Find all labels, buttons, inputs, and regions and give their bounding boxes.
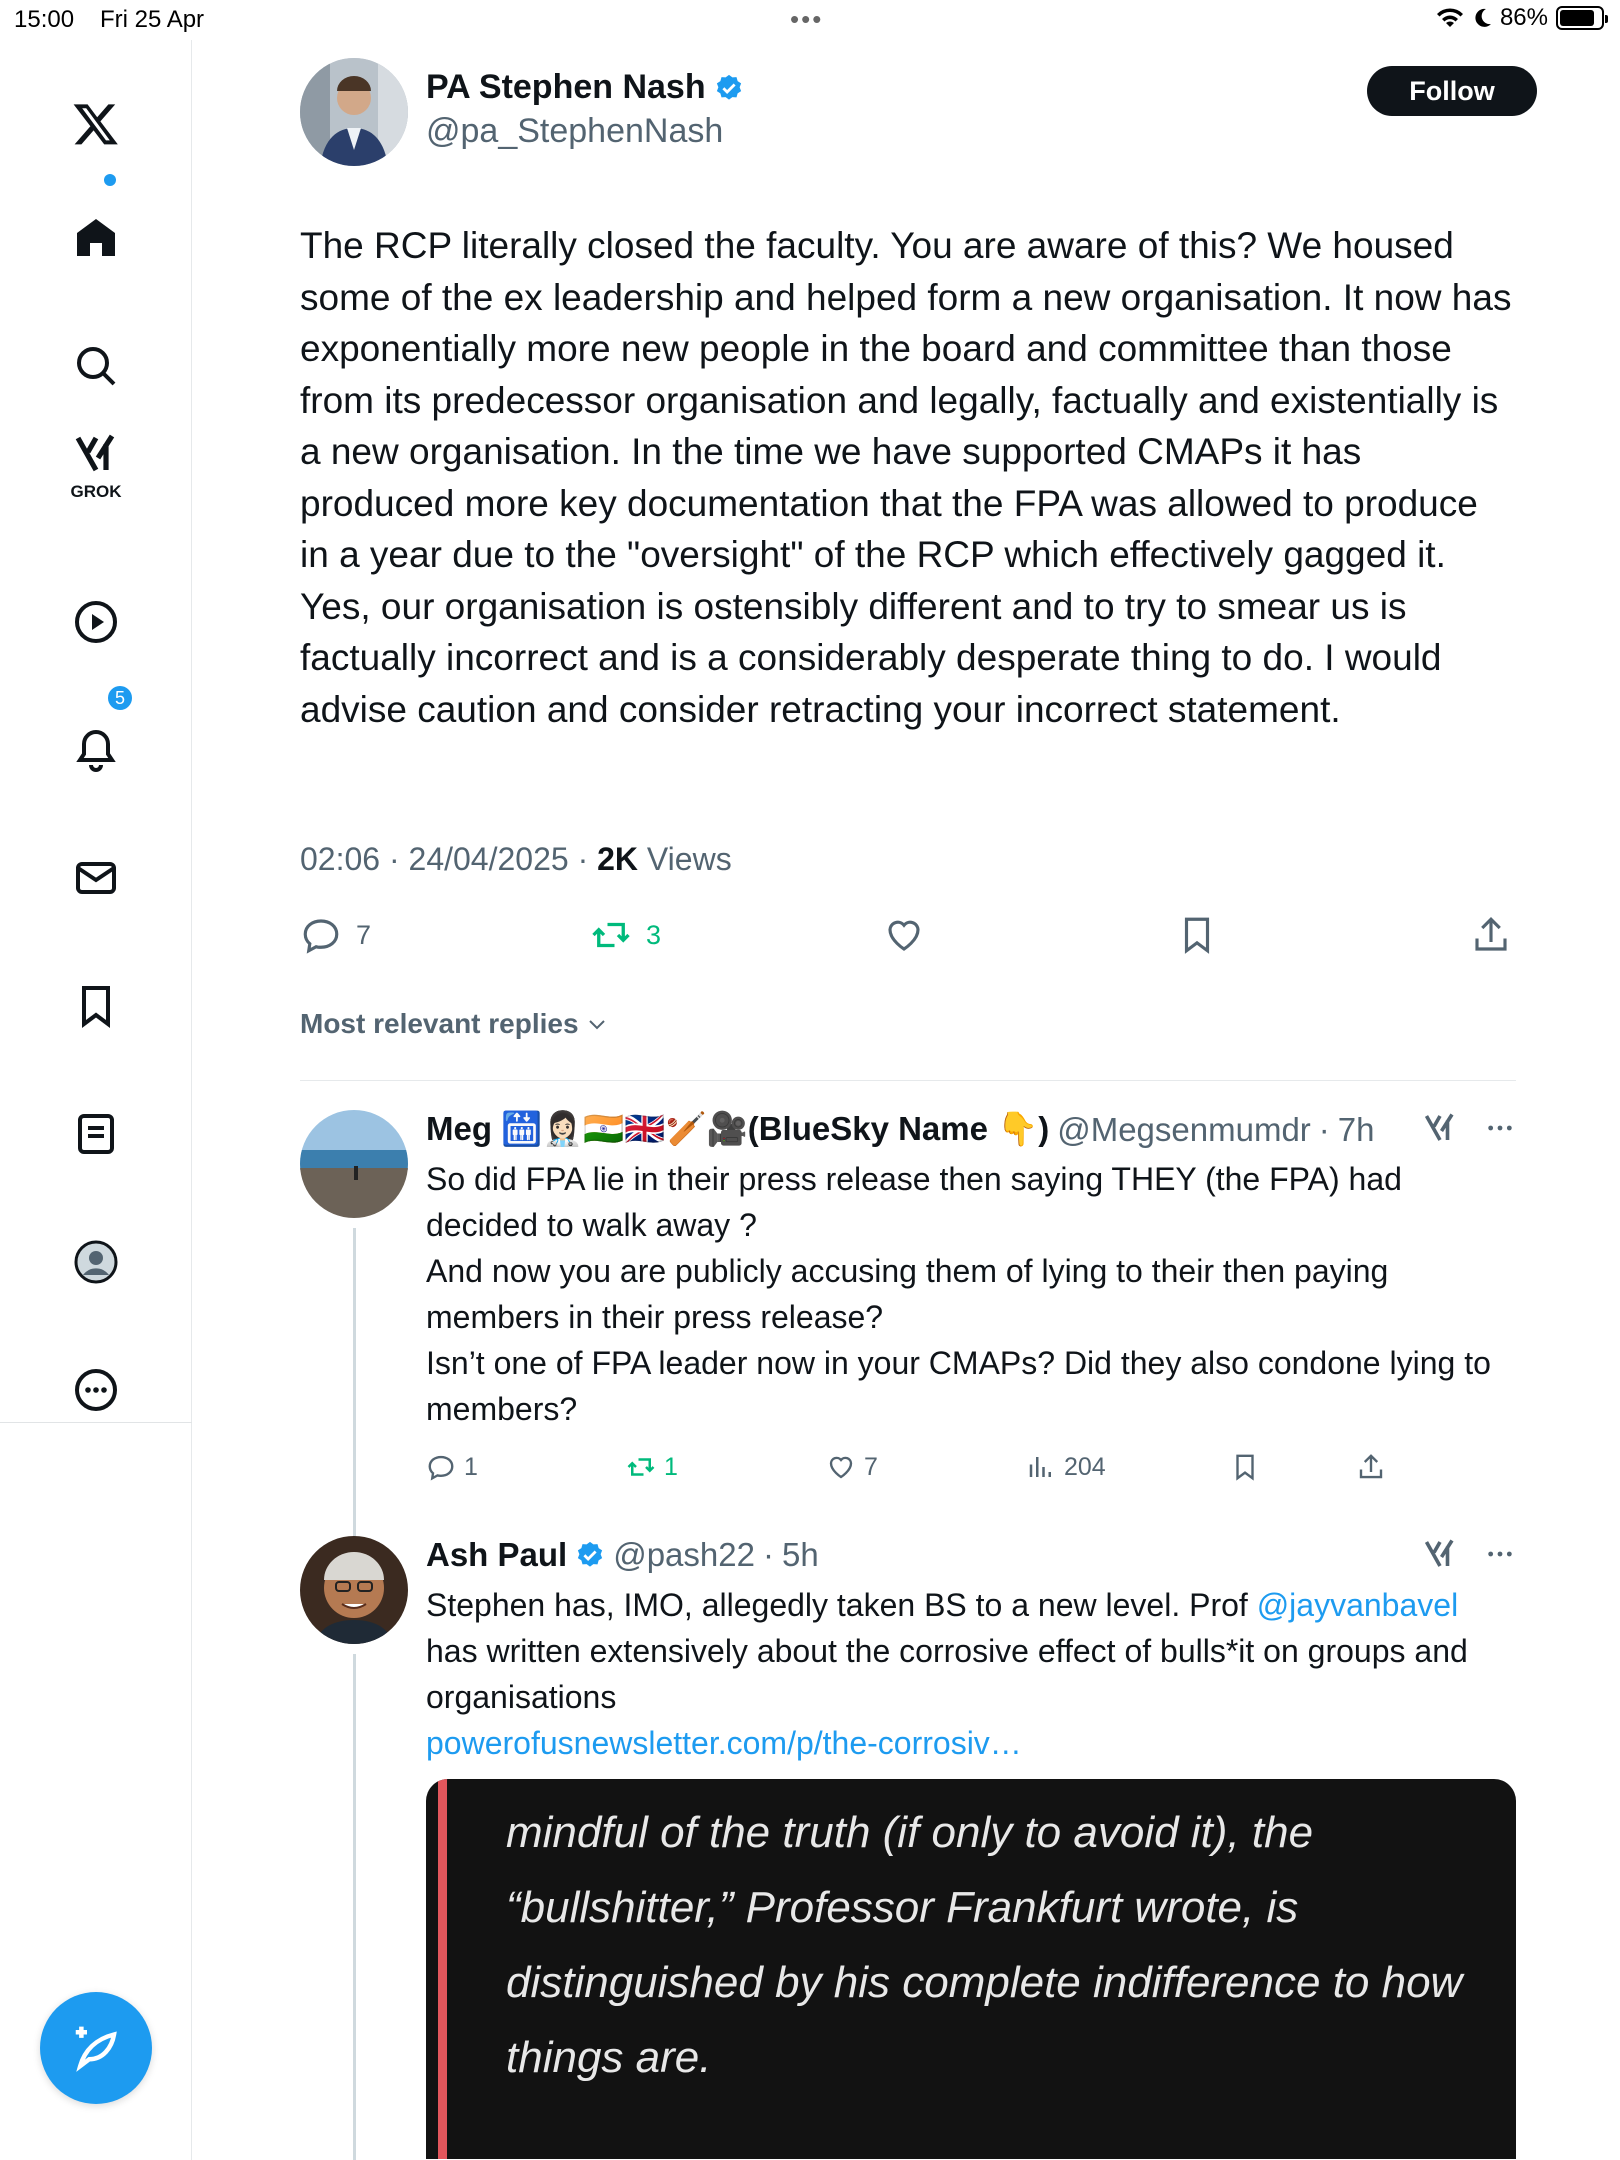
bookmark-icon — [1176, 914, 1218, 956]
author-avatar[interactable] — [300, 58, 408, 166]
more-icon[interactable] — [62, 1356, 130, 1424]
grok-icon[interactable] — [1422, 1536, 1458, 1572]
wifi-icon — [1436, 7, 1464, 29]
reply-text-part: Stephen has, IMO, allegedly taken BS to a new level. Prof — [426, 1587, 1248, 1623]
notification-badge: 5 — [106, 684, 134, 712]
verified-badge-icon — [714, 73, 744, 103]
reply-share-button[interactable] — [1356, 1452, 1386, 1482]
tweet-text: The RCP literally closed the faculty. You are aware of this? We housed some of the ex leadership and helped form a new organisation. It now has exponentially more new people in the board and committee than those from its predecessor organisation and legally, factually and existentially is a new organisation. In the time we have supported CMAPs it has produced more key documentation that the FPA was allowed to produce in a year due to the "oversight" of the RCP which effectively gagged it. Yes, our organisation is ostensibly different and to try to smear us is factually incorrect and is a considerably desperate thing to do. I would advise caution and consider retracting your incorrect statement. — [300, 225, 1512, 730]
battery-fill — [1560, 10, 1594, 26]
reply-age[interactable]: 7h — [1337, 1110, 1375, 1148]
reply-reply-button[interactable] — [426, 1452, 478, 1482]
reply-actions — [426, 1452, 1426, 1492]
reply-icon — [300, 914, 342, 956]
author-handle[interactable]: @pa_StephenNash — [426, 112, 724, 150]
reply-text: So did FPA lie in their press release then saying THEY (the FPA) had decided to walk away ? And now you are publicly accusing them of lying to their then paying members in their press release? Isn’t one of FPA leader now in your CMAPs? Did they also condone lying to members? — [426, 1161, 1491, 1427]
share-button[interactable] — [1470, 914, 1512, 956]
home-unread-dot — [104, 174, 116, 186]
more-options-icon[interactable] — [1484, 1112, 1516, 1144]
repost-count: 3 — [646, 919, 662, 950]
x-logo-icon[interactable] — [62, 90, 130, 158]
lists-icon[interactable] — [62, 1100, 130, 1168]
author-name[interactable] — [426, 68, 744, 107]
external-link[interactable]: powerofusnewsletter.com/p/the-corrosiv… — [426, 1725, 1022, 1761]
replies-sort-label: Most relevant replies — [300, 1008, 579, 1039]
bookmark-button[interactable] — [1176, 914, 1218, 956]
repost-button[interactable] — [590, 914, 661, 956]
verified-badge-icon — [575, 1540, 605, 1570]
messages-icon[interactable] — [62, 844, 130, 912]
reply-author-name[interactable]: Ash Paul — [426, 1536, 568, 1573]
grok-icon[interactable] — [62, 420, 130, 488]
notifications-icon[interactable] — [62, 716, 130, 784]
author-name-text: PA Stephen Nash — [426, 68, 706, 106]
follow-button[interactable]: Follow — [1367, 66, 1537, 116]
home-icon[interactable] — [62, 204, 130, 272]
battery-icon — [1556, 6, 1604, 30]
status-bar — [0, 0, 1620, 40]
reply-reply-count: 1 — [464, 1452, 478, 1481]
views-label: Views — [646, 841, 732, 877]
bookmark-icon — [1230, 1452, 1260, 1482]
reply-count: 7 — [356, 919, 372, 950]
reply-age[interactable]: 5h — [781, 1536, 819, 1573]
author-avatar-photo — [300, 58, 408, 166]
grok-icon[interactable] — [1422, 1110, 1458, 1146]
sidebar — [0, 40, 192, 2160]
compose-feather-icon — [69, 2021, 123, 2075]
chevron-down-icon — [585, 1012, 609, 1036]
reply-author-handle[interactable]: @Megsenmumdr — [1057, 1110, 1311, 1148]
reply-repost-button[interactable] — [626, 1452, 678, 1482]
heart-icon — [883, 914, 925, 956]
grok-label: GROK — [70, 482, 122, 501]
thread-line — [353, 1654, 356, 2160]
reply-author-name[interactable]: Meg 🛗👩🏻‍⚕️🇮🇳🇬🇧🏏🎥(BlueSky Name 👇) — [426, 1110, 1050, 1147]
reply-avatar[interactable] — [300, 1536, 408, 1644]
reply-avatar[interactable] — [300, 1110, 408, 1218]
replies-sort-dropdown[interactable] — [300, 1008, 609, 1040]
reply-avatar-photo — [300, 1110, 408, 1218]
reply-text-part: has written extensively about the corrosive effect of bulls*it on groups and organisations — [426, 1633, 1468, 1715]
tweet-date[interactable]: 24/04/2025 — [408, 841, 569, 877]
reply-header: Meg 🛗👩🏻‍⚕️🇮🇳🇬🇧🏏🎥(BlueSky Name 👇) @Megsenmumdr · 7h — [426, 1110, 1375, 1148]
repost-icon — [590, 914, 632, 956]
replies-separator — [300, 1080, 1516, 1081]
reply-like-count: 7 — [864, 1452, 878, 1481]
reply-author-handle[interactable]: @pash22 — [613, 1536, 755, 1573]
tweet-actions — [300, 914, 1516, 974]
link-preview-card[interactable] — [426, 1779, 1516, 2159]
repost-icon — [626, 1452, 656, 1482]
status-time: 15:00 — [14, 6, 75, 33]
thread-line — [353, 1228, 356, 1568]
views-count: 2K — [597, 841, 639, 877]
moon-icon — [1472, 7, 1492, 29]
search-icon[interactable] — [62, 332, 130, 400]
reply-icon — [426, 1452, 456, 1482]
reply-button[interactable] — [300, 914, 371, 956]
views-icon — [1026, 1452, 1056, 1482]
bookmarks-icon[interactable] — [62, 972, 130, 1040]
reply-avatar-photo — [300, 1536, 408, 1644]
multitasking-dots-icon[interactable]: ••• — [790, 4, 824, 34]
sidebar-divider — [0, 1422, 192, 1423]
share-icon — [1356, 1452, 1386, 1482]
tweet-meta: 02:06 · 24/04/2025 · 2K Views — [300, 841, 732, 877]
status-date: Fri 25 Apr — [100, 6, 205, 33]
reply-bookmark-button[interactable] — [1230, 1452, 1260, 1482]
profile-icon[interactable] — [62, 1228, 130, 1296]
heart-icon — [826, 1452, 856, 1482]
share-icon — [1470, 914, 1512, 956]
reply-repost-count: 1 — [664, 1452, 678, 1481]
reply-tools — [1422, 1536, 1516, 1572]
reply-like-button[interactable] — [826, 1452, 878, 1482]
tweet-time[interactable]: 02:06 — [300, 841, 381, 877]
more-options-icon[interactable] — [1484, 1538, 1516, 1570]
battery-percent: 86% — [1499, 4, 1548, 31]
reply-views-count: 204 — [1064, 1452, 1106, 1481]
reply-header: Ash Paul @pash22 · 5h — [426, 1536, 819, 1573]
reply-views-button[interactable] — [1026, 1452, 1106, 1482]
mention-link[interactable]: @jayvanbavel — [1256, 1587, 1459, 1623]
reply-tools — [1422, 1110, 1516, 1146]
link-preview-quote: mindful of the truth (if only to avoid it), the “bullshitter,” Professor Frankfurt wrote, is distinguished by his complete indifference to how things are. — [506, 1808, 1463, 2082]
reply-text — [426, 1582, 1516, 1766]
video-icon[interactable] — [62, 588, 130, 656]
compose-button[interactable] — [40, 1992, 152, 2104]
like-button[interactable] — [883, 914, 925, 956]
quote-accent-bar — [438, 1779, 447, 2159]
